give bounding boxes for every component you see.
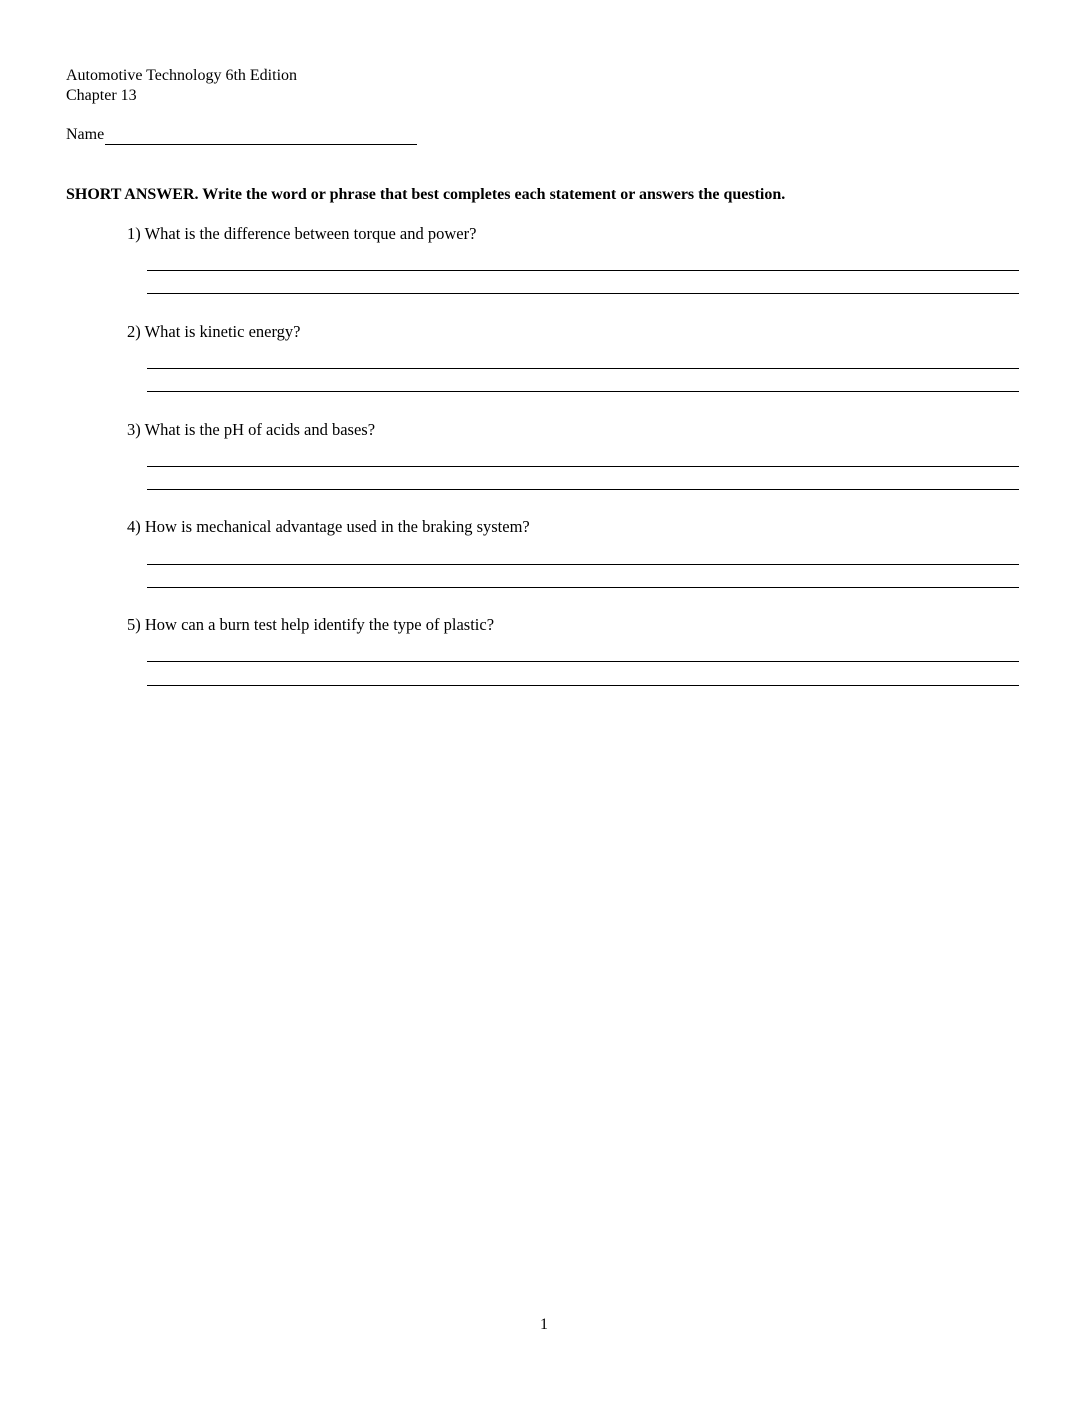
question-text: 2) What is kinetic energy? bbox=[127, 322, 301, 341]
answer-line[interactable] bbox=[147, 293, 1019, 294]
question-text: 5) How can a burn test help identify the type of plastic? bbox=[127, 615, 495, 634]
name-label: Name bbox=[66, 126, 105, 143]
question-text: 1) What is the difference between torque and power? bbox=[127, 224, 477, 243]
name-field[interactable] bbox=[66, 125, 417, 145]
section-instructions: SHORT ANSWER. Write the word or phrase that best completes each statement or answers the question. bbox=[66, 186, 786, 203]
question-item bbox=[127, 615, 1019, 635]
question-item bbox=[127, 420, 1019, 440]
book-title: Automotive Technology 6th Edition bbox=[66, 67, 298, 84]
question-text: 4) How is mechanical advantage used in the braking system? bbox=[127, 517, 530, 536]
answer-line[interactable] bbox=[147, 466, 1019, 467]
name-blank-line[interactable] bbox=[105, 127, 417, 145]
answer-line[interactable] bbox=[147, 564, 1019, 565]
answer-line[interactable] bbox=[147, 661, 1019, 662]
document-header bbox=[66, 66, 297, 106]
answer-line[interactable] bbox=[147, 587, 1019, 588]
chapter-label: Chapter 13 bbox=[66, 87, 137, 104]
question-item bbox=[127, 322, 1019, 342]
question-text: 3) What is the pH of acids and bases? bbox=[127, 420, 376, 439]
question-item bbox=[127, 224, 1019, 244]
answer-line[interactable] bbox=[147, 270, 1019, 271]
answer-line[interactable] bbox=[147, 368, 1019, 369]
answer-line[interactable] bbox=[147, 489, 1019, 490]
answer-line[interactable] bbox=[147, 391, 1019, 392]
page-number: 1 bbox=[540, 1316, 548, 1333]
answer-line[interactable] bbox=[147, 685, 1019, 686]
question-item bbox=[127, 517, 1019, 537]
